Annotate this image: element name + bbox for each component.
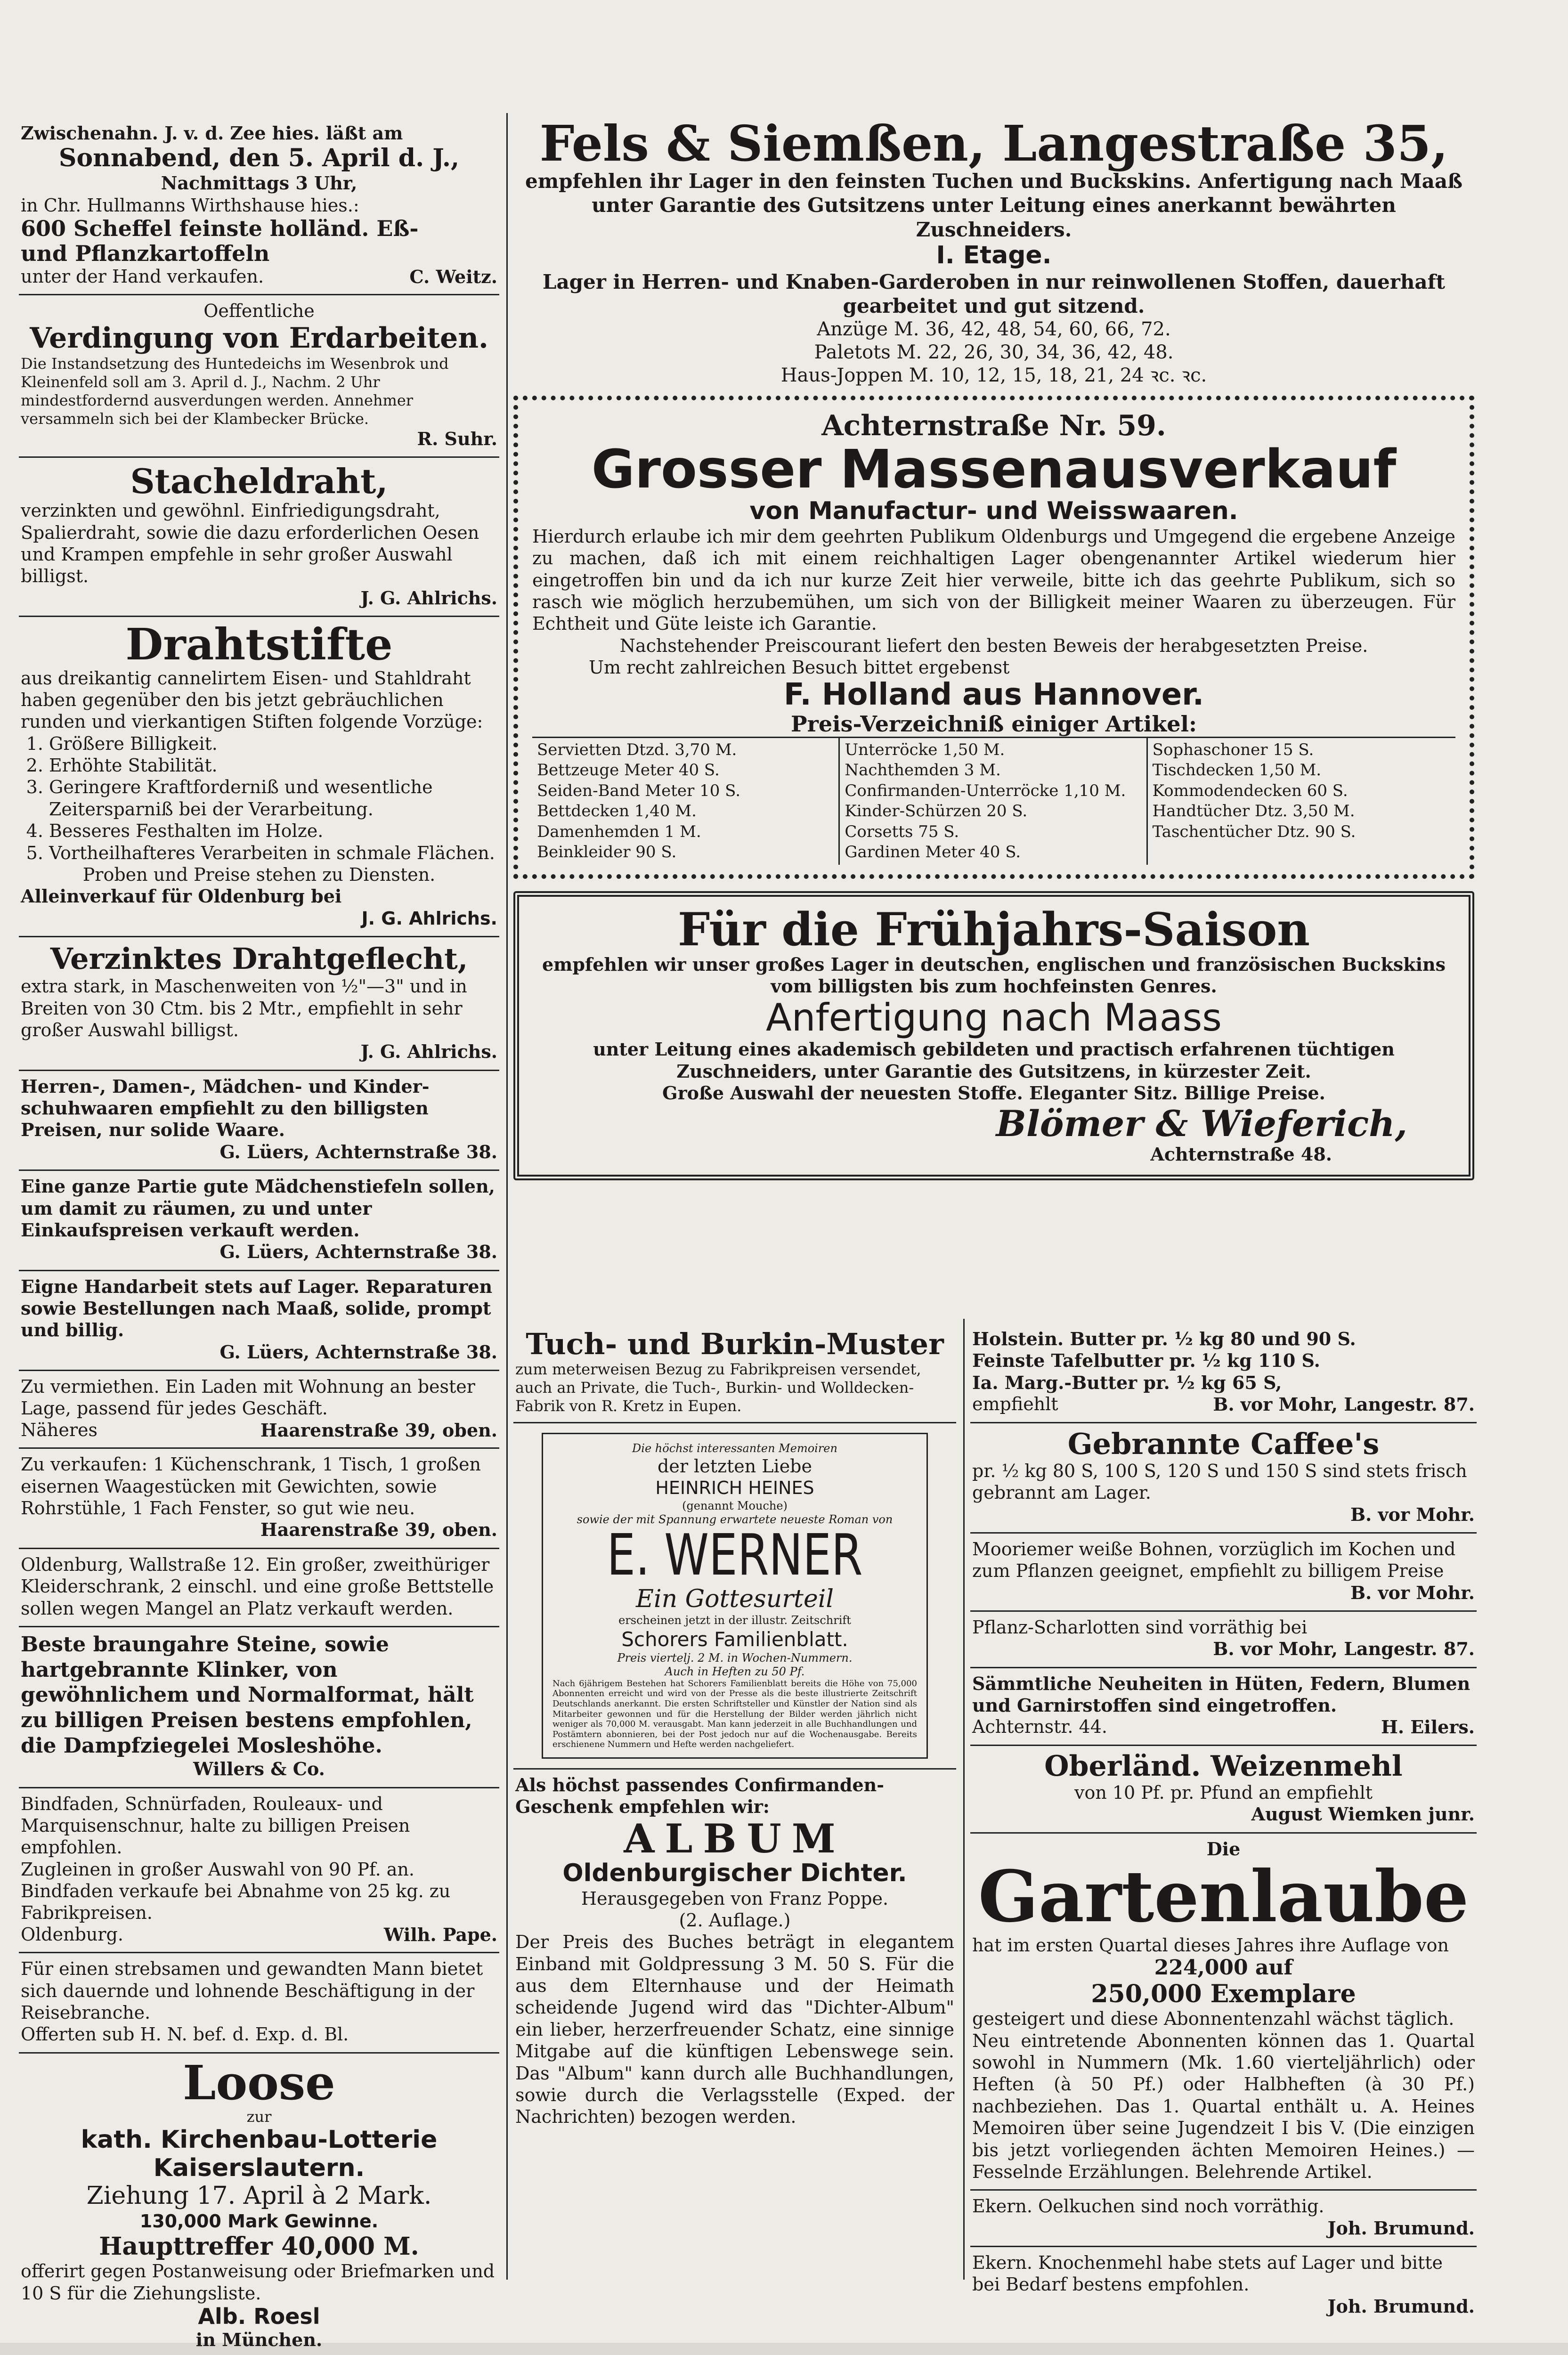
ad-body: Hierdurch erlaube ich mir dem geehrten Publikum Oldenburgs und Umgegend die ergebene Anzeige zu machen, daß ich mit einem reichhaltigen Lager obengenannter Artikel wiederum hier eingetroffen bin und da ich nur kurze Zeit hier verweile, bitte ich das geehrte Publikum, sich so rasch wie möglich herzubemühen, um sich von der Billigkeit meiner Waaren zu überzeugen. Für Echtheit und Güte leiste ich Garantie.	[532, 526, 1455, 634]
ad-kicker: Oeffentliche	[203, 300, 315, 322]
price-line: Paletots M. 22, 26, 30, 34, 36, 42, 48.	[814, 341, 1174, 363]
ad-signature: Haarenstraße 39, oben.	[260, 1519, 497, 1541]
ad-signature: J. G. Ahlrichs.	[360, 1041, 497, 1063]
price-column	[1148, 738, 1455, 865]
ad-stacheldraht	[19, 458, 499, 617]
ad-text: Oldenburg.	[21, 1924, 123, 1945]
ad-title: Gebrannte Caffee's	[1067, 1426, 1380, 1461]
ad-body: Beste braungahre Steine, sowie hartgebrannte Klinker, von gewöhnlichem und Normalformat, hält zu billigen Preisen bestens empfohlen, die Dampfziegelei Mosleshöhe.	[21, 1632, 474, 1758]
price-item: Unterröcke 1,50 M.	[845, 740, 1005, 759]
price-item: Servietten Dtzd. 3,70 M.	[537, 740, 737, 759]
ad-album	[513, 1768, 956, 2135]
ad-verdingung	[19, 295, 499, 458]
ad-text: empfiehlt	[972, 1394, 1058, 1415]
price-item: Beinkleider 90 S.	[537, 843, 677, 862]
ad-title: E. WERNER	[607, 1523, 863, 1589]
right-bottom-column	[970, 1324, 1477, 2324]
ad-list	[21, 733, 497, 864]
ad-body: hat im ersten Quartal dieses Jahres ihre Auflage von	[972, 1934, 1449, 1956]
price-table	[532, 737, 1455, 865]
ad-body: Pflanz-Scharlotten sind vorräthig bei	[972, 1617, 1308, 1638]
ad-body: Lager in Herren- und Knaben-Garderoben in nur reinwollenen Stoffen, dauerhaft gearbeitet und gut sitzend.	[542, 270, 1446, 317]
ad-body: Mooriemer weiße Bohnen, vorzüglich im Kochen und zum Pflanzen geeignet, empfiehlt zu billigem Preise	[972, 1538, 1456, 1582]
ad-body: Eine ganze Partie gute Mädchenstiefeln sollen, um damit zu räumen, zu und unter Einkaufspreisen verkauft werden.	[21, 1176, 495, 1241]
price-item: Gardinen Meter 40 S.	[845, 843, 1021, 862]
ad-body: Um recht zahlreichen Besuch bittet ergebenst	[589, 657, 1010, 678]
ad-reisebranche	[19, 1953, 499, 2053]
ad-drahtstifte	[19, 617, 499, 937]
ad-headline: Sonnabend, den 5. April d. J.,	[58, 144, 460, 173]
ad-text: Näheres	[21, 1419, 98, 1440]
ad-text: in Chr. Hullmanns Wirthshause hies.:	[21, 195, 359, 216]
ad-text: zur	[246, 2107, 272, 2126]
price-item: Sophaschoner 15 S.	[1152, 740, 1314, 759]
middle-bottom-column	[513, 1324, 956, 2135]
ad-signature: C. Weitz.	[409, 266, 497, 287]
price-item: Tischdecken 1,50 M.	[1152, 761, 1322, 780]
ad-headline: I. Etage.	[936, 241, 1052, 269]
ad-signature: B. vor Mohr, Langestr. 87.	[1213, 1394, 1475, 1415]
ad-body: extra stark, in Maschenweiten von ½"—3" und in Breiten von 30 Ctm. bis 2 Mtr., empfiehlt in sehr großer Auswahl billigst.	[21, 976, 467, 1040]
ad-text: Herausgegeben von Franz Poppe.	[581, 1888, 889, 1909]
column-rule-right	[963, 1319, 965, 2280]
ad-title: Drahtstifte	[125, 619, 393, 670]
ad-headline: von Manufactur- und Weisswaaren.	[749, 497, 1238, 526]
ad-headline: Kaiserslautern.	[153, 2153, 365, 2182]
ad-title: Grosser Massenausverkauf	[591, 439, 1397, 500]
ad-butter	[970, 1324, 1477, 1423]
ad-signature: G. Lüers, Achternstraße 38.	[219, 1141, 497, 1162]
ad-body: Oldenburg, Wallstraße 12. Ein großer, zweithüriger Kleiderschrank, 2 einschl. und eine große Bettstelle sollen wegen Mangel an Platz verkauft werden.	[21, 1554, 494, 1619]
column-rule-left	[506, 113, 508, 2280]
ad-body: Ekern. Oelkuchen sind noch vorräthig.	[972, 2196, 1324, 2217]
ad-signature: Haarenstraße 39, oben.	[260, 1419, 497, 1441]
ad-signature: Blömer & Wieferich,	[996, 1103, 1407, 1145]
price-item: Bettzeuge Meter 40 S.	[537, 761, 720, 780]
ad-fels-siemssen	[513, 113, 1474, 387]
ad-title: ALBUM	[624, 1815, 846, 1862]
ad-body: Zugleinen in großer Auswahl von 90 Pf. an. Bindfaden verkaufe bei Abnahme von 25 kg. zu Fabrikpreisen.	[21, 1859, 451, 1924]
ad-body: Offerten sub H. N. bef. d. Exp. d. Bl.	[21, 2024, 349, 2045]
ad-signature: Alb. Roesl	[198, 2304, 320, 2330]
ad-vermiethen	[19, 1371, 499, 1449]
ad-body: Sämmtliche Neuheiten in Hüten, Federn, Blumen und Garnirstoffen sind eingetroffen.	[972, 1673, 1471, 1716]
ad-headline: Schorers Familienblatt.	[621, 1627, 848, 1651]
ad-knochenmehl	[970, 2247, 1477, 2324]
ad-signature: G. Lüers, Achternstraße 38.	[219, 1241, 497, 1263]
ad-headline: und Pflanzkartoffeln	[21, 240, 270, 266]
ad-text: Auch in Heften zu 50 Pf.	[665, 1665, 805, 1679]
ad-body: Herren-, Damen-, Mädchen- und Kinder-schuhwaaren empfiehlt zu den billigsten Preisen, nur solide Waare.	[21, 1075, 430, 1141]
ad-signature: G. Lüers, Achternstraße 38.	[219, 1341, 497, 1363]
ad-body: Die Instandsetzung des Huntedeichs im Wesenbrok und Kleinenfeld soll am 3. April d. J., Nachm. 2 Uhr mindestfordernd ausverdungen werden. Annehmer versammeln sich bei der Klambecker Brücke.	[21, 354, 449, 428]
ad-body: Alleinverkauf für Oldenburg bei	[21, 885, 342, 907]
ad-wallstrasse	[19, 1549, 499, 1627]
price-item: Bettdecken 1,40 M.	[537, 802, 697, 821]
ad-text: Zwischenahn. J. v. d. Zee hies. läßt am	[21, 122, 403, 144]
ad-eilers	[970, 1668, 1477, 1746]
ad-lueers-stiefeln	[19, 1171, 499, 1271]
ad-gartenlaube	[970, 1834, 1477, 2191]
ad-text: (2. Auflage.)	[679, 1910, 791, 1931]
ad-headline: Ziehung 17. April à 2 Mark.	[86, 2182, 432, 2210]
ad-body: Der Preis des Buches beträgt in elegantem Einband mit Goldpressung 3 M. 50 S. Für die aus dem Elternhause und der Heimath scheidende Jugend wird das "Dichter-Album" ein lieber, herzerfreuender Schatz, eine sinnige Mitgabe auf die künftigen Lebenswege sein. Das "Album" kann durch alle Buchhandlungen, sowie durch die Verlagsstelle (Exped. der Nachrichten) bezogen werden.	[515, 1932, 954, 2128]
ad-signature: in München.	[195, 2329, 323, 2350]
ad-text: unter der Hand verkaufen.	[21, 266, 264, 287]
ad-headline: HEINRICH HEINES	[655, 1478, 814, 1499]
list-item: 5. Vortheilhafteres Verarbeiten in schmale Flächen.	[49, 842, 497, 864]
ad-body: Neu eintretende Abonnenten können das 1. Quartal sowohl in Nummern (Mk. 1.60 vierteljährlich) oder Heften (à 50 Pf.) oder Halbheften (à 30 Pf.) nachbeziehen. Das 1. Quartal enthält u. A. Heines Memoiren über seine Jugendzeit I bis V. (Die einzigen bis jetzt vorliegenden ächten Memoiren Heines.) — Fesselnde Erzählungen. Belehrende Artikel.	[972, 2030, 1475, 2182]
ad-title: Verzinktes Drahtgeflecht,	[50, 941, 468, 976]
ad-text: Nachmittags 3 Uhr,	[161, 172, 357, 194]
ad-body: unter Leitung eines akademisch gebildeten und practisch erfahrenen tüchtigen Zuschneiders, unter Garantie des Gutsitzens, in kürzester Zeit.	[593, 1039, 1395, 1082]
ad-body: Als höchst passendes Confirmanden-Geschenk empfehlen wir:	[515, 1774, 885, 1818]
ad-signature: R. Suhr.	[417, 428, 497, 449]
price-item: Damenhemden 1 M.	[537, 822, 701, 841]
list-item: 2. Erhöhte Stabilität.	[49, 755, 497, 776]
ad-body: empfehlen wir unser großes Lager in deutschen, englischen und französischen Buckskins vom billigsten bis zum hochfeinsten Genres.	[542, 953, 1446, 997]
price-line: Feinste Tafelbutter pr. ½ kg 110 S.	[972, 1350, 1320, 1372]
ad-title: Tuch- und Burkin-Muster	[526, 1327, 944, 1361]
ad-zwischenahn	[19, 118, 499, 295]
ad-body: Bindfaden, Schnürfaden, Rouleaux- und Marquisenschnur, halte zu billigen Preisen empfohlen.	[21, 1793, 410, 1858]
ad-steine	[19, 1627, 499, 1788]
price-line: Holstein. Butter pr. ½ kg 80 und 90 S.	[972, 1328, 1356, 1349]
left-column	[19, 118, 499, 2355]
ad-title: Fels & Siemßen, Langestraße 35,	[539, 114, 1448, 172]
ad-kicker: Die	[1206, 1838, 1241, 1860]
ad-headline: 600 Scheffel feinste holländ. Eß-	[21, 215, 419, 241]
ad-title: Für die Frühjahrs-Saison	[677, 902, 1310, 956]
ad-body: empfehlen ihr Lager in den feinsten Tuchen und Buckskins. Anfertigung nach Maaß unter Garantie des Gutsitzens unter Leitung eines anerkannt bewährten Zuschneiders.	[525, 170, 1463, 241]
price-item: Kommodendecken 60 S.	[1152, 781, 1348, 800]
price-line: Anzüge M. 36, 42, 48, 54, 60, 66, 72.	[817, 318, 1171, 341]
ad-bohnen	[970, 1534, 1477, 1612]
price-item: Taschentücher Dtz. 90 S.	[1152, 822, 1356, 841]
ad-title: Stacheldraht,	[130, 461, 388, 502]
ad-signature: Willers & Co.	[193, 1758, 325, 1780]
ad-body: Ekern. Knochenmehl habe stets auf Lager und bitte bei Bedarf bestens empfohlen.	[972, 2252, 1443, 2295]
ad-signature: J. G. Ahlrichs.	[360, 587, 497, 609]
ad-title: Oberländ. Weizenmehl	[1044, 1750, 1403, 1783]
price-column	[532, 738, 840, 865]
ad-lueers-handarbeit	[19, 1271, 499, 1371]
ad-body: zum meterweisen Bezug zu Fabrikpreisen versendet, auch an Private, die Tuch-, Burkin- und Wolldecken-Fabrik von R. Kretz in Eupen.	[515, 1360, 921, 1415]
ad-signature: J. G. Ahlrichs.	[361, 908, 497, 929]
price-line: Haus-Joppen M. 10, 12, 15, 18, 21, 24 ꝛc. ꝛc.	[780, 364, 1207, 386]
ad-drahtgeflecht	[19, 937, 499, 1071]
ad-text: Die höchst interessanten Memoiren	[632, 1442, 837, 1455]
ad-signature: F. Holland aus Hannover.	[784, 677, 1204, 713]
list-item: 4. Besseres Festhalten im Holze.	[49, 820, 497, 842]
right-top-column	[513, 113, 1474, 1180]
ad-body: verzinkten und gewöhnl. Einfriedigungsdraht, Spalierdraht, sowie die dazu erforderlichen Oesen und Krampen empfehle in sehr großer Auswahl billigst.	[21, 500, 479, 587]
ad-text: sowie der mit Spannung erwartete neueste Roman von	[577, 1512, 893, 1526]
ad-text: erscheinen jetzt in der illustr. Zeitschrift	[618, 1614, 851, 1627]
ad-signature: Joh. Brumund.	[1327, 2217, 1475, 2239]
ad-body: Zu vermiethen. Ein Laden mit Wohnung an bester Lage, passend für jedes Geschäft.	[21, 1376, 475, 1419]
price-item: Corsetts 75 S.	[845, 822, 959, 841]
ad-bloemer-wieferich	[513, 891, 1474, 1181]
ad-text: Preis viertelj. 2 M. in Wochen-Nummern.	[617, 1651, 853, 1665]
ad-headline: Haupttreffer 40,000 M.	[99, 2232, 419, 2261]
list-item: 3. Geringere Kraftforderniß und wesentliche Zeitersparniß bei der Verarbeitung.	[49, 776, 497, 820]
ad-headline: 224,000 auf	[1154, 1955, 1293, 1980]
price-list-title: Preis-Verzeichniß einiger Artikel:	[791, 711, 1197, 737]
ad-kaffee	[970, 1423, 1477, 1534]
ad-text: Achternstr. 44.	[972, 1716, 1107, 1738]
ad-pflanz-scharlotten	[970, 1612, 1477, 1668]
ad-body: Große Auswahl der neuesten Stoffe. Eleganter Sitz. Billige Preise.	[662, 1082, 1325, 1104]
price-item: Handtücher Dtz. 3,50 M.	[1152, 802, 1355, 821]
ad-headline: 250,000 Exemplare	[1091, 1979, 1356, 2008]
ad-address: Achternstraße 48.	[1150, 1144, 1332, 1165]
ad-body: Für einen strebsamen und gewandten Mann bietet sich dauernde und lohnende Beschäftigung in der Reisebranche.	[21, 1958, 483, 2023]
ad-body: Nachstehender Preiscourant liefert den besten Beweis der herabgesetzten Preise.	[619, 635, 1368, 656]
ad-signature: B. vor Mohr, Langestr. 87.	[1213, 1638, 1475, 1660]
ad-loose	[19, 2054, 499, 2355]
ad-text: der letzten Liebe	[658, 1456, 812, 1477]
ad-holland	[513, 396, 1474, 879]
ad-body: pr. ½ kg 80 S, 100 S, 120 S und 150 S sind stets frisch gebrannt am Lager.	[972, 1460, 1467, 1503]
ad-oelkuchen	[970, 2191, 1477, 2247]
ad-body: aus dreikantig cannelirtem Eisen- und Stahldraht haben gegenüber den bis jetzt gebräuchlichen runden und vierkantigen Stiften folgende Vorzüge:	[21, 667, 483, 732]
ad-headline: Anfertigung nach Maass	[766, 996, 1222, 1040]
ad-title: Gartenlaube	[978, 1855, 1469, 1939]
ad-lueers-schuhwaaren	[19, 1071, 499, 1171]
ad-headline: Ein Gottesurteil	[636, 1585, 834, 1614]
ad-verkaufen	[19, 1449, 499, 1549]
ad-signature: Wilh. Pape.	[383, 1924, 497, 1945]
ad-tuch-muster	[513, 1324, 956, 1423]
ad-body: von 10 Pf. pr. Pfund an empfiehlt	[1074, 1782, 1373, 1803]
ad-kicker: Achternstraße Nr. 59.	[821, 409, 1166, 442]
ad-body: offerirt gegen Postanweisung oder Briefmarken und 10 S für die Ziehungsliste.	[21, 2261, 495, 2304]
ad-signature: August Wiemken junr.	[1251, 1803, 1475, 1825]
ad-headline: Oldenburgischer Dichter.	[562, 1859, 907, 1887]
ad-title: Loose	[183, 2055, 335, 2111]
ad-body: Eigne Handarbeit stets auf Lager. Reparaturen sowie Bestellungen nach Maaß, solide, prompt und billig.	[21, 1275, 493, 1341]
ad-signature: B. vor Mohr.	[1350, 1582, 1475, 1603]
ad-body: Nach 6jährigem Bestehen hat Schorers Familienblatt bereits die Höhe von 75,000 Abonnenten erreicht und wird von der Presse als die beste illustrierte Zeitschrift Deutschlands anerkannt. Die ersten Schriftsteller und Künstler der Nation sind als Mitarbeiter gewonnen und für die Herstellung der Bilder werden jährlich nicht weniger als 70,000 M. verausgabt. Man kann jederzeit in alle Buchhandlungen und Postämtern abonnieren, bei der Post jedoch nur auf die Wochenausgabe. Bereits erschienene Nummern und Hefte werden nachgeliefert.	[552, 1678, 917, 1750]
ad-pape	[19, 1788, 499, 1954]
price-column	[840, 738, 1147, 865]
ad-schorers-familienblatt	[542, 1433, 928, 1759]
ad-signature: B. vor Mohr.	[1350, 1503, 1475, 1525]
ad-weizenmehl	[970, 1746, 1477, 1834]
ad-headline: kath. Kirchenbau-Lotterie	[81, 2125, 438, 2154]
ad-signature: Joh. Brumund.	[1327, 2295, 1475, 2317]
ad-text: 130,000 Mark Gewinne.	[139, 2211, 379, 2232]
ad-body: Proben und Preise stehen zu Diensten.	[82, 864, 436, 885]
price-item: Seiden-Band Meter 10 S.	[537, 781, 741, 800]
price-item: Kinder-Schürzen 20 S.	[845, 802, 1028, 821]
ad-body: Zu verkaufen: 1 Küchenschrank, 1 Tisch, 1 großen eisernen Waagestücken mit Gewichten, sowie Rohrstühle, 1 Fach Fenster, so gut wie neu.	[21, 1454, 481, 1519]
ad-signature: H. Eilers.	[1381, 1716, 1475, 1738]
price-item: Nachthemden 3 M.	[845, 761, 1001, 780]
ad-title: Verdingung von Erdarbeiten.	[30, 321, 488, 355]
list-item: 1. Größere Billigkeit.	[49, 733, 497, 755]
price-item: Confirmanden-Unterröcke 1,10 M.	[845, 781, 1126, 800]
ad-text: (genannt Mouche)	[682, 1499, 788, 1512]
price-line: Ia. Marg.-Butter pr. ½ kg 65 S,	[972, 1372, 1282, 1393]
ad-body: gesteigert und diese Abonnentenzahl wächst täglich.	[972, 2008, 1454, 2030]
